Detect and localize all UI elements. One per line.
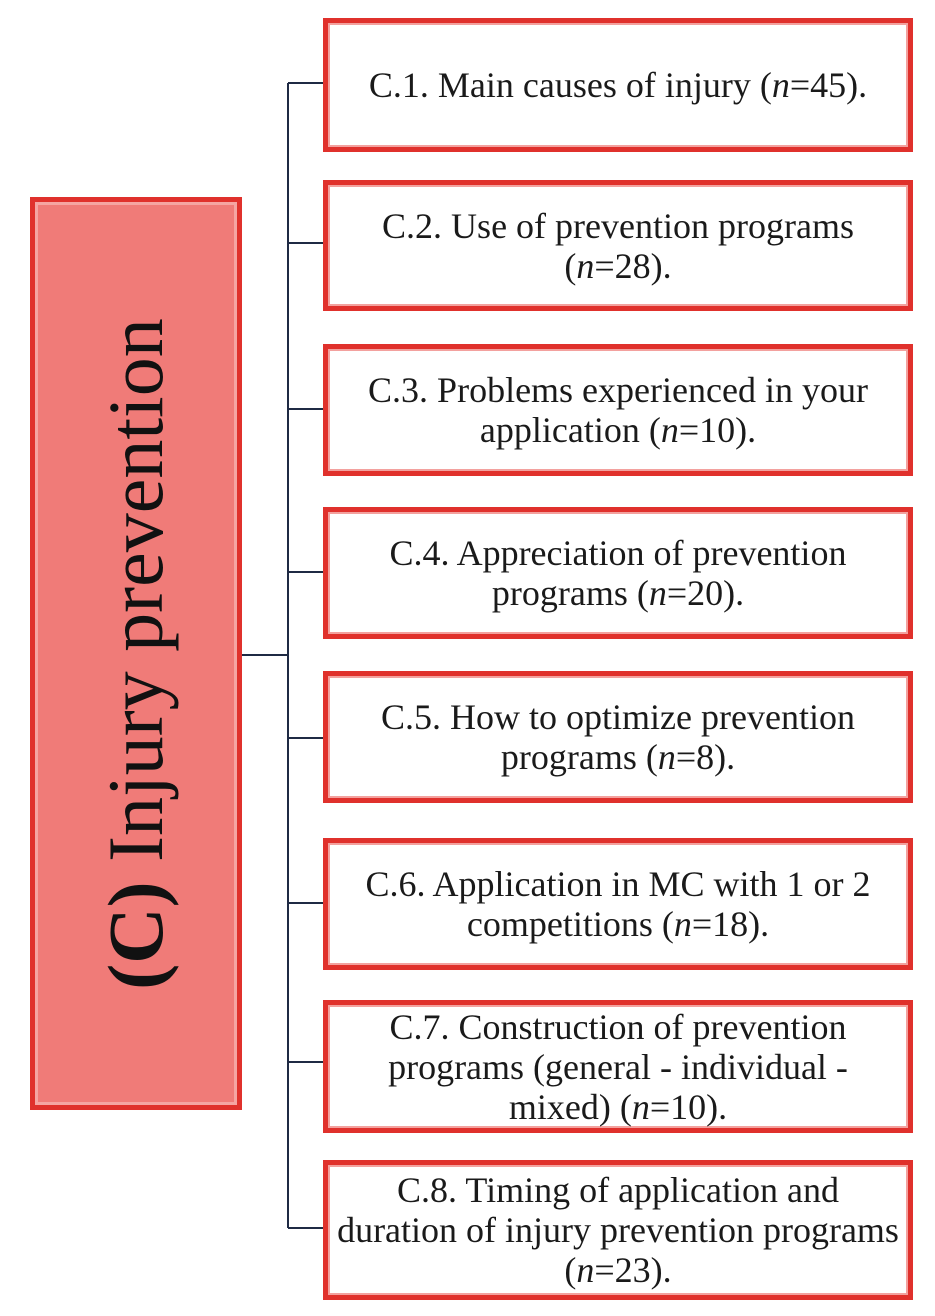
node-c5 [323, 671, 913, 803]
root-node [30, 197, 242, 1110]
node-c2 [323, 180, 913, 311]
node-c8-text: C.8. Timing of application and duration of injury prevention programs (n=23). [337, 1170, 899, 1290]
node-c6 [323, 838, 913, 970]
root-label [92, 317, 179, 990]
node-c2-text: C.2. Use of prevention programs (n=28). [382, 205, 854, 286]
node-c4-text: C.4. Appreciation of prevention programs (n=20). [389, 533, 847, 613]
node-c7-text: C.7. Construction of prevention programs (general - individual - mixed) (n=10). [388, 1006, 848, 1127]
node-c7 [323, 1000, 913, 1133]
root-title: Injury prevention [92, 317, 179, 862]
node-c1 [323, 18, 913, 152]
node-c1-text: C.1. Main causes of injury (n=45). [368, 65, 868, 105]
node-c4 [323, 507, 913, 639]
node-c8 [323, 1160, 913, 1300]
node-c3 [323, 344, 913, 476]
node-c5-text: C.5. How to optimize prevention programs (n=8). [381, 697, 855, 777]
node-c6-text: C.6. Application in MC with 1 or 2 competitions (n=18). [365, 864, 871, 944]
root-prefix: (C) [92, 880, 179, 990]
node-c3-text: C.3. Problems experienced in your application (n=10). [368, 370, 868, 450]
